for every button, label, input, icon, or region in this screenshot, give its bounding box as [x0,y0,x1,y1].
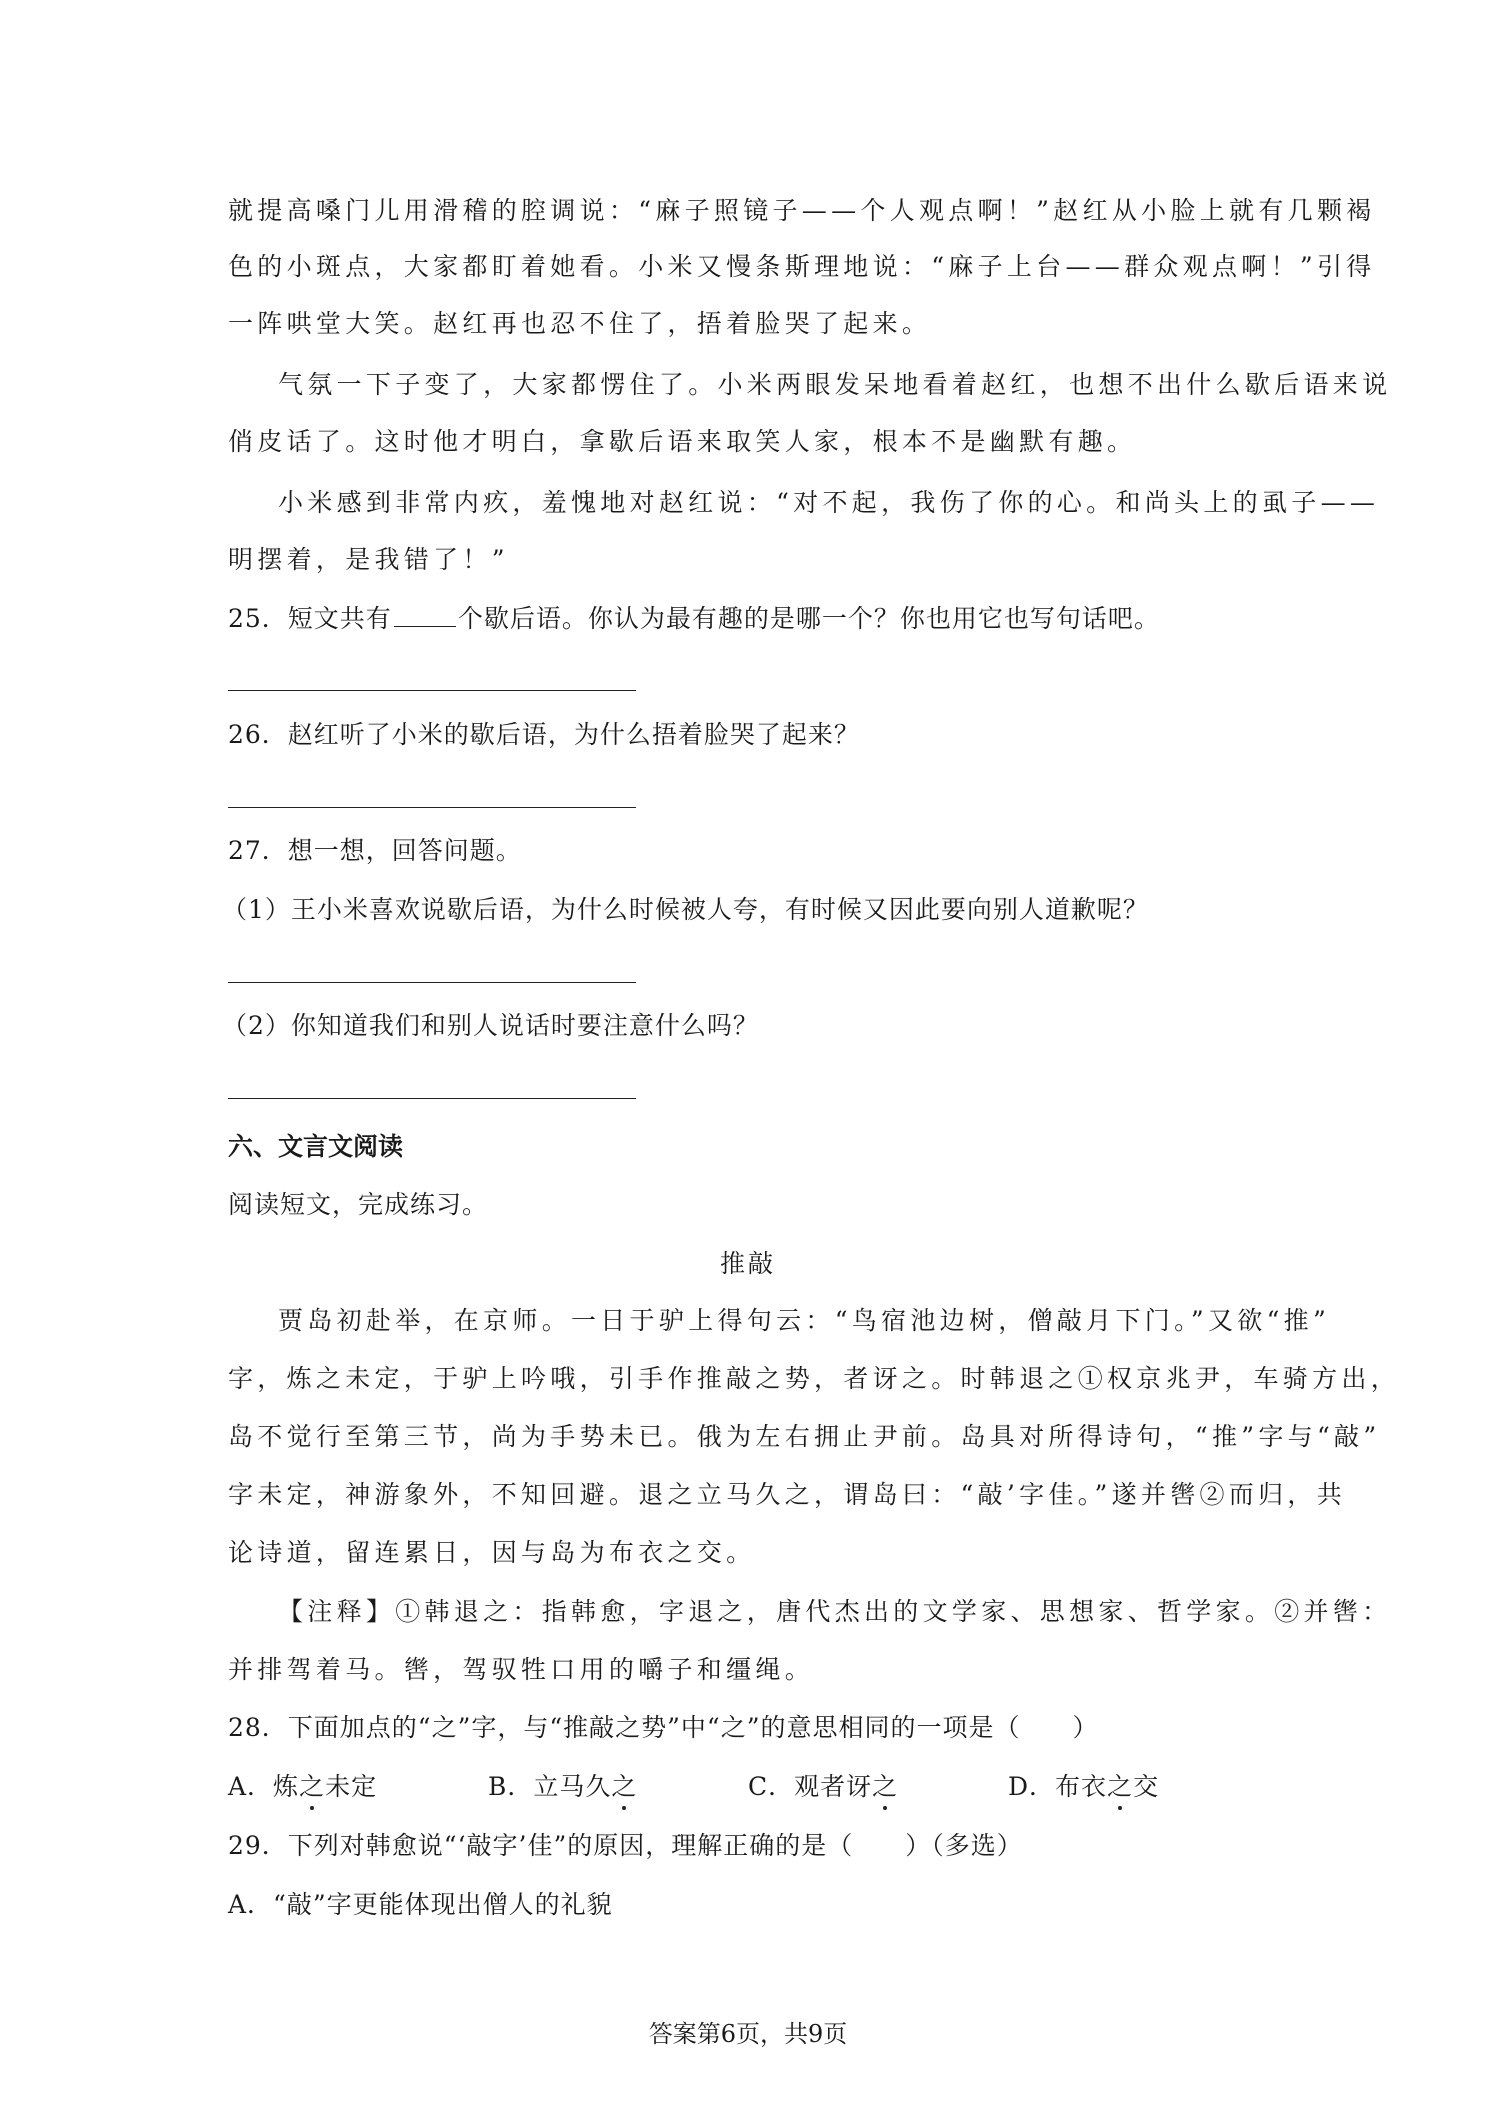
story-line: 气氛一下子变了，大家都愣住了。小米两眼发呆地看着赵红，也想不出什么歇后语来说 [278,370,1392,399]
passage-line: 论诗道，留连累日，因与岛为布衣之交。 [228,1538,756,1567]
annotation-line: 【注释】①韩退之：指韩愈，字退之，唐代杰出的文学家、思想家、哲学家。②并辔： [278,1597,1392,1626]
story-line: 就提高嗓门儿用滑稽的腔调说：“麻子照镜子——个人观点啊！”赵红从小脸上就有几颗褐 [228,196,1376,225]
answer-line[interactable] [228,982,636,983]
option-b[interactable]: B．立马久之 [488,1770,637,1804]
section-instruction: 阅读短文，完成练习。 [228,1190,489,1219]
story-line: 明摆着，是我错了！” [228,545,509,574]
page-footer: 答案第6页，共9页 [648,2020,848,2048]
option-a[interactable]: A．炼之未定 [228,1770,377,1804]
passage-line: 字，炼之未定，于驴上吟哦，引手作推敲之势，者讶之。时韩退之①权京兆尹，车骑方出， [228,1364,1401,1393]
question-27-sub1: （1）王小米喜欢说歇后语，为什么时候被人夸，有时候又因此要向别人道歉呢？ [222,895,1149,924]
question-25 [228,602,1160,636]
document-page [222,0,1401,2104]
section-heading: 六、文言文阅读 [228,1132,404,1161]
story-line: 一阵哄堂大笑。赵红再也忍不住了，捂着脸哭了起来。 [228,309,932,338]
story-line: 小米感到非常内疚，羞愧地对赵红说：“对不起，我伤了你的心。和尚头上的虱子—— [278,488,1380,517]
question-27-sub2: （2）你知道我们和别人说话时要注意什么吗？ [222,1011,759,1040]
passage-title: 推敲 [719,1249,776,1278]
question-25-suffix: 个歇后语。你认为最有趣的是哪一个？你也用它也写句话吧。 [457,604,1160,633]
passage-line: 字未定，神游象外，不知回避。退之立马久之，谓岛曰：“敲’字佳。”遂并辔②而归，共 [228,1480,1347,1509]
question-29: 29．下列对韩愈说“‘敲字’佳”的原因，理解正确的是（ ）（多选） [228,1831,1023,1860]
answer-line[interactable] [228,690,636,691]
answer-line[interactable] [228,1098,636,1099]
passage-line: 贾岛初赴举，在京师。一日于驴上得句云：“鸟宿池边树，僧敲月下门。”又欲“推” [278,1306,1331,1335]
fill-blank[interactable] [394,602,456,627]
annotation-line: 并排驾着马。辔，驾驭牲口用的嚼子和缰绳。 [228,1655,815,1684]
story-line: 色的小斑点，大家都盯着她看。小米又慢条斯理地说：“麻子上台——群众观点啊！”引得 [228,252,1376,281]
option-c[interactable]: C．观者讶之 [748,1770,898,1804]
question-25-prefix: 25．短文共有 [228,604,392,633]
question-28: 28．下面加点的“之”字，与“推敲之势”中“之”的意思相同的一项是（ ） [228,1713,1099,1742]
answer-line[interactable] [228,807,636,808]
question-26: 26．赵红听了小米的歇后语，为什么捂着脸哭了起来？ [228,720,860,749]
passage-line: 岛不觉行至第三节，尚为手势未已。俄为左右拥止尹前。岛具对所得诗句，“推”字与“敲” [228,1422,1381,1451]
option-a[interactable]: A．“敲”字更能体现出僧人的礼貌 [228,1890,613,1919]
story-line: 俏皮话了。这时他才明白，拿歇后语来取笑人家，根本不是幽默有趣。 [228,427,1137,456]
option-d[interactable]: D．布衣之交 [1008,1770,1159,1804]
question-27: 27．想一想，回答问题。 [228,836,522,865]
